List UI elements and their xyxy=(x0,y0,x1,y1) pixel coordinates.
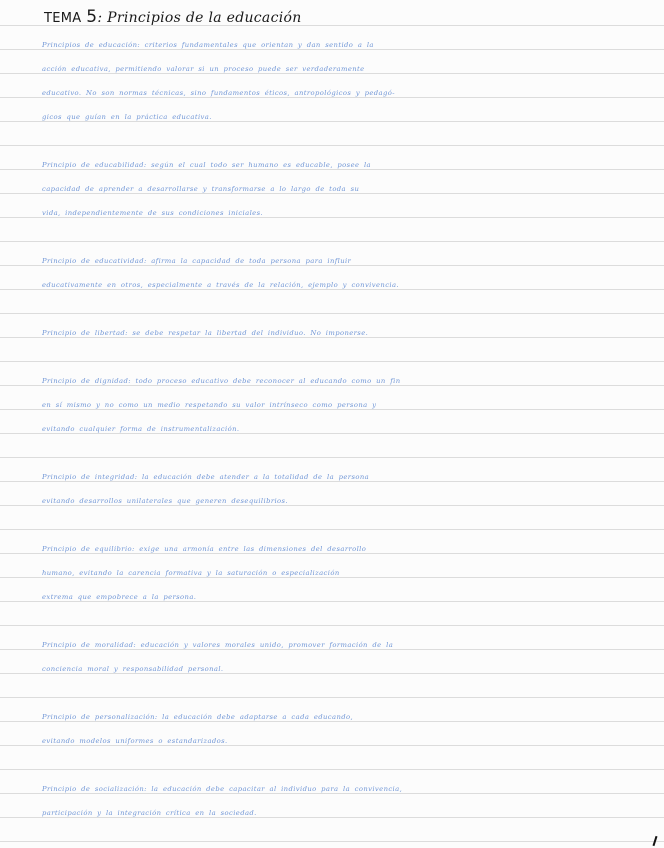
paragraph-principio-de-dignidad xyxy=(42,369,642,441)
text-line: Principio de personalización: la educación debe adaptarse a cada educando, xyxy=(42,713,354,721)
paragraph-principio-de-socializacion xyxy=(42,777,642,825)
text-line: Principio de dignidad: todo proceso educativo debe reconocer al educando como un fin xyxy=(42,377,401,385)
text-line: Principio de socialización: la educación debe capacitar al individuo para la convivencia, xyxy=(42,785,403,793)
text-line: gicos que guían en la práctica educativa. xyxy=(42,113,212,121)
paragraph-principio-de-educabilidad xyxy=(42,153,642,225)
text-line: evitando modelos uniformes o estandarizados. xyxy=(42,737,228,745)
text-line: Principio de libertad: se debe respetar la libertad del individuo. No imponerse. xyxy=(42,329,369,337)
paragraph-principio-de-educatividad xyxy=(42,249,642,297)
text-line: evitando desarrollos unilaterales que generen desequilibrios. xyxy=(42,497,288,505)
text-line: participación y la integración crítica en la sociedad. xyxy=(42,809,257,817)
paragraph-principio-de-libertad xyxy=(42,321,642,345)
text-line: en sí mismo y no como un medio respetando su valor intrínseco como persona y xyxy=(42,401,377,409)
text-line: Principios de educación: criterios fundamentales que orientan y dan sentido a la xyxy=(42,41,374,49)
text-line: vida, independientemente de sus condiciones iniciales. xyxy=(42,209,264,217)
text-line: Principio de equilibrio: exige una armonía entre las dimensiones del desarrollo xyxy=(42,545,367,553)
title-number: 5 xyxy=(86,7,98,27)
text-line: Principio de moralidad: educación y valores morales unido, promover formación de la xyxy=(42,641,394,649)
paragraph-principio-de-moralidad xyxy=(42,633,642,681)
text-line: Principio de educabilidad: según el cual todo ser humano es educable, posee la xyxy=(42,161,371,169)
page-title xyxy=(44,7,302,27)
paragraph-principio-de-integridad xyxy=(42,465,642,513)
title-rest: : Principios de la educación xyxy=(97,10,302,26)
text-line: Principio de integridad: la educación debe atender a la totalidad de la persona xyxy=(42,473,370,481)
paragraph-principios-de-educacion xyxy=(42,33,642,129)
text-line: acción educativa, permitiendo valorar si un proceso puede ser verdaderamente xyxy=(42,65,365,73)
text-line: evitando cualquier forma de instrumentalización. xyxy=(42,425,240,433)
text-line: educativo. No son normas técnicas, sino fundamentos éticos, antropológicos y pedagó- xyxy=(42,89,395,97)
text-line: Principio de educatividad: afirma la capacidad de toda persona para influir xyxy=(42,257,352,265)
pen-stroke-mark xyxy=(653,836,658,846)
title-prefix: TEMA xyxy=(44,11,82,26)
text-line: extrema que empobrece a la persona. xyxy=(42,593,197,601)
text-line: conciencia moral y responsabilidad personal. xyxy=(42,665,224,673)
text-line: capacidad de aprender a desarrollarse y transformarse a lo largo de toda su xyxy=(42,185,360,193)
text-line: humano, evitando la carencia formativa y la saturación o especialización xyxy=(42,569,340,577)
text-line: educativamente en otros, especialmente a través de la relación, ejemplo y convivencia. xyxy=(42,281,399,289)
paragraph-principio-de-equilibrio xyxy=(42,537,642,609)
paragraph-principio-de-personalizacion xyxy=(42,705,642,753)
